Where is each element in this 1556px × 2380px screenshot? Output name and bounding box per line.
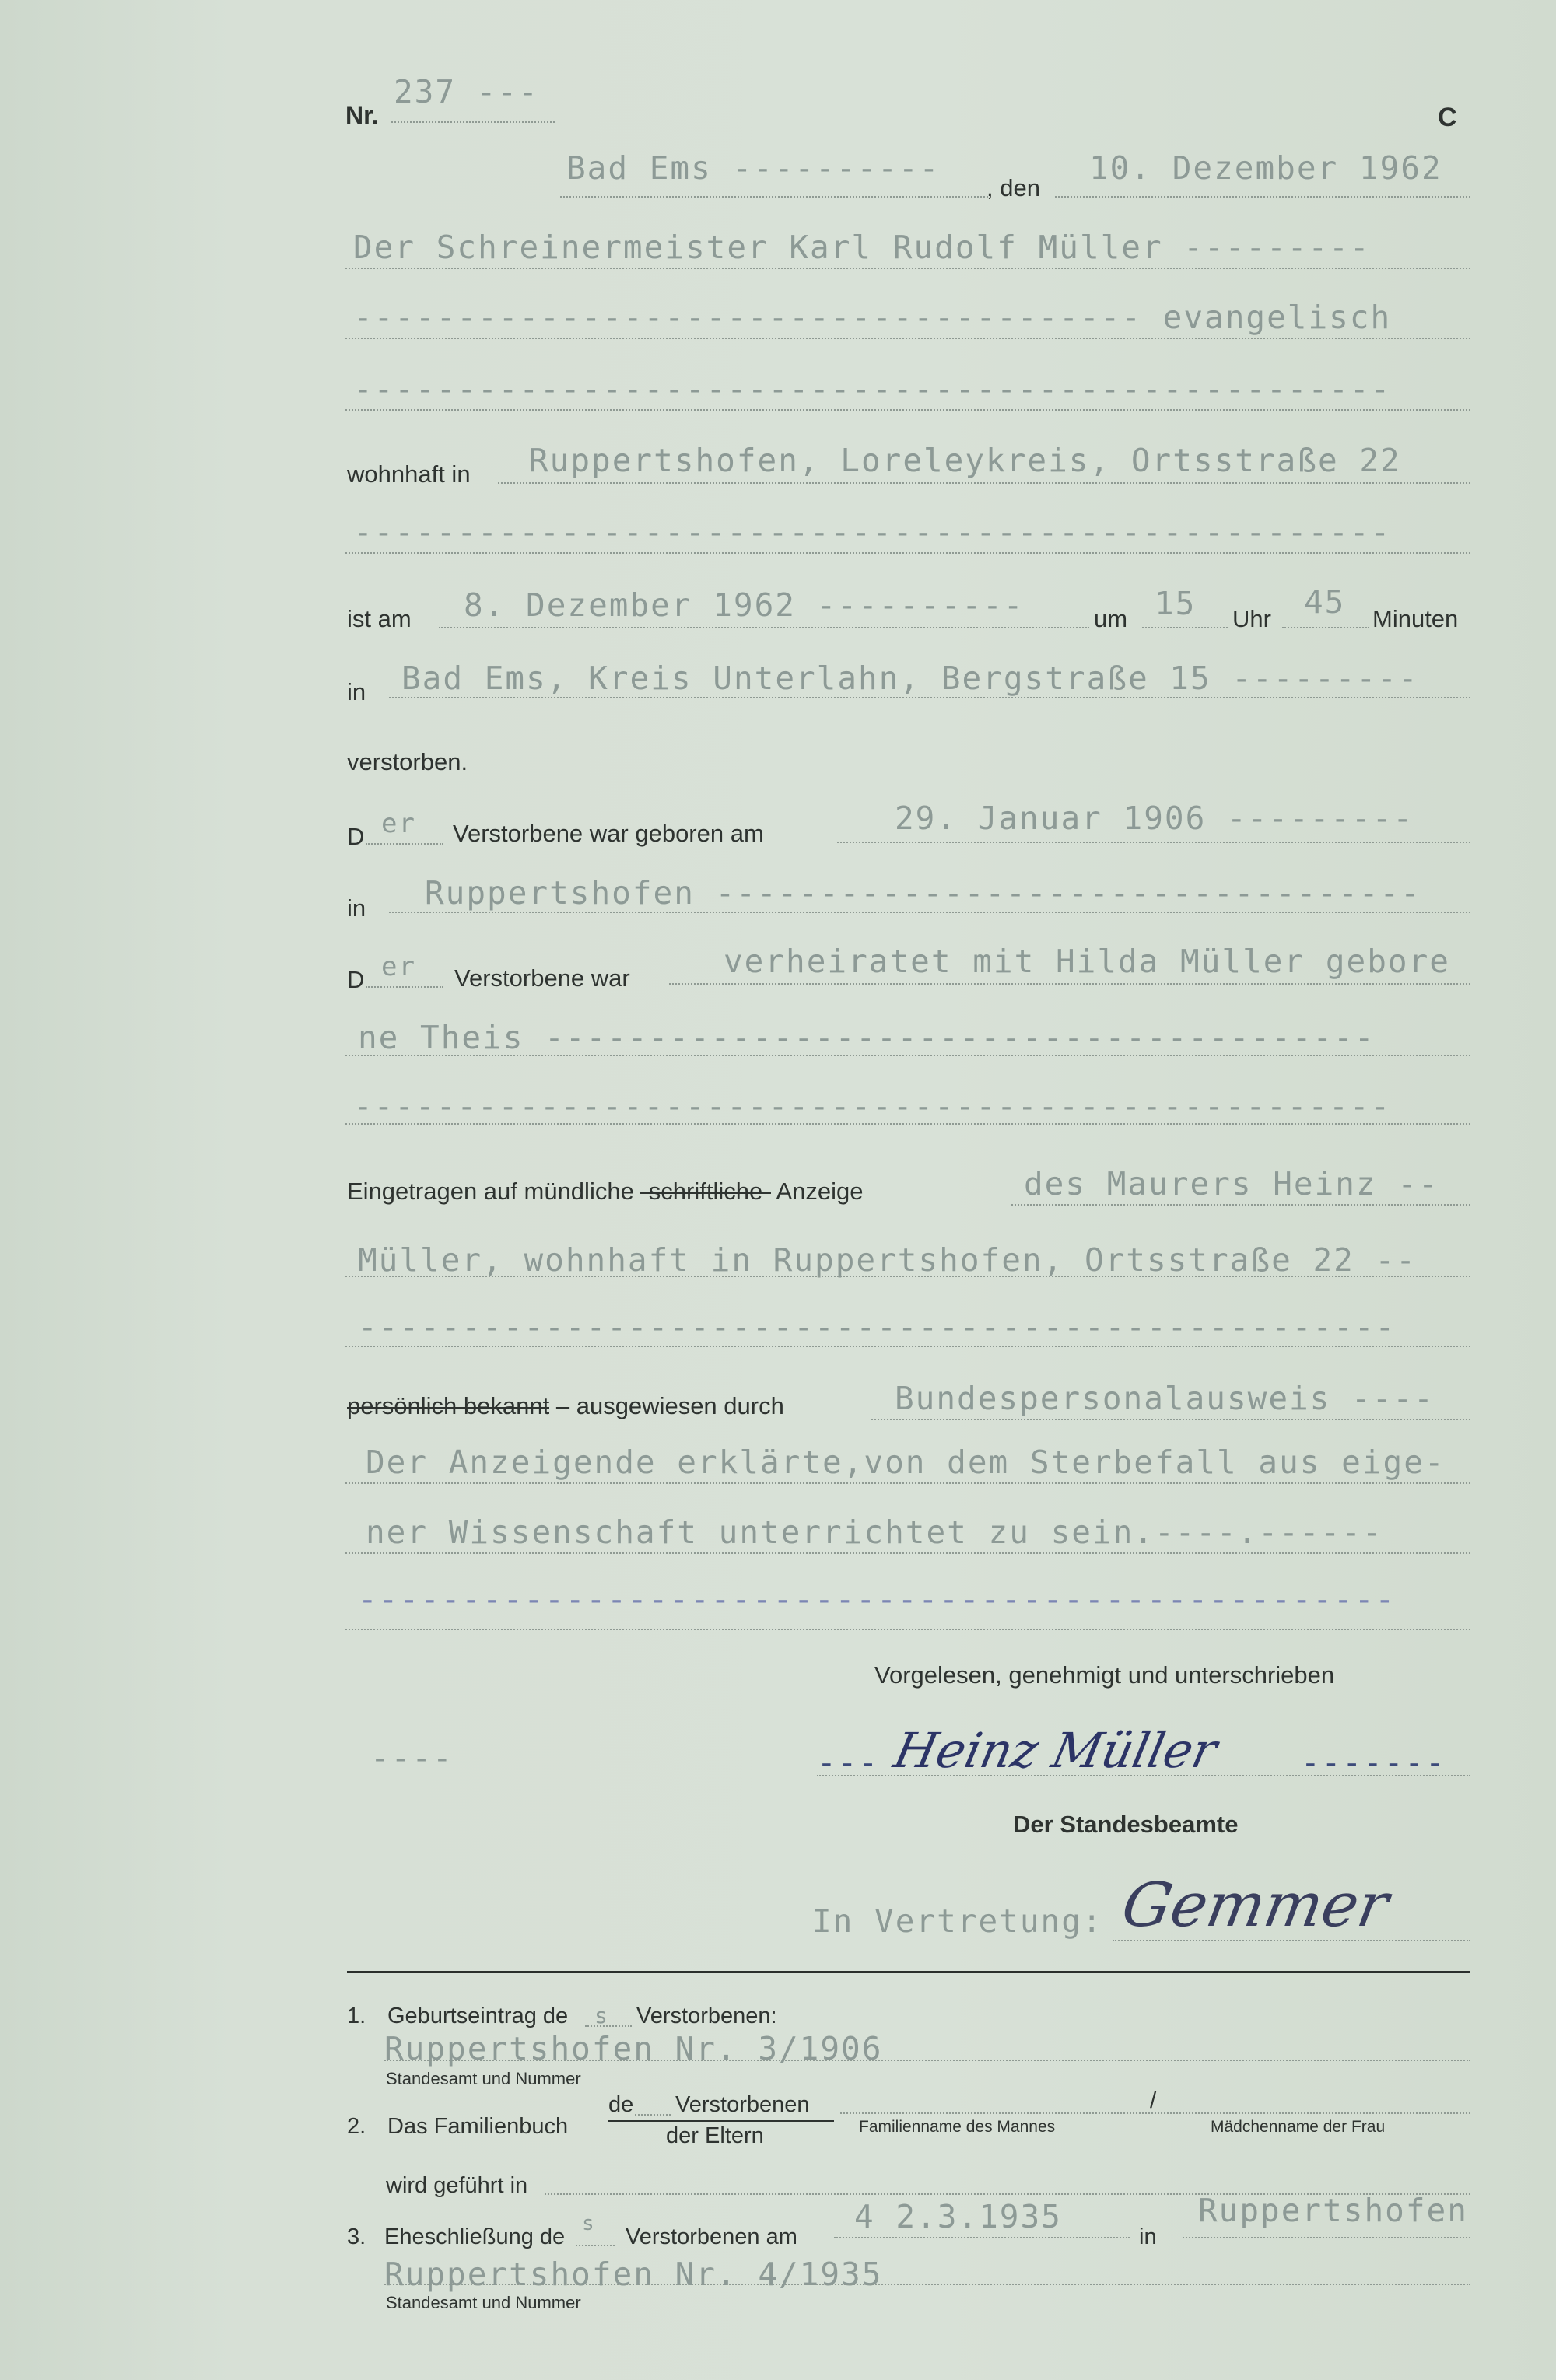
note-2-fraction-line	[608, 2120, 834, 2122]
note-3-value: Ruppertshofen Nr. 4/1935	[384, 2256, 883, 2293]
note-3-text-b: Verstorbenen am	[626, 2224, 797, 2249]
identity-value-4: --------------------------------------------------	[358, 1580, 1397, 1618]
marital-line-2	[345, 1055, 1470, 1056]
marital-value-3: --------------------------------------------------	[353, 1087, 1392, 1125]
registration-line-3	[345, 1346, 1470, 1347]
death-in-label: in	[347, 678, 366, 705]
death-date-line	[439, 627, 1089, 628]
closing-left-dashes: ----	[370, 1739, 454, 1776]
registration-label-notice: Anzeige	[776, 1178, 864, 1205]
note-1-value: Ruppertshofen Nr. 3/1906	[384, 2030, 883, 2067]
registration-label-written-struck: -schriftliche-	[640, 1178, 771, 1205]
official-signature	[1116, 1859, 1447, 1944]
registration-line-2	[345, 1276, 1470, 1277]
birth-date-line	[837, 842, 1470, 843]
birth-label: Verstorbene war geboren am	[453, 820, 764, 847]
place-line	[560, 196, 988, 198]
death-minute-line	[1282, 627, 1369, 628]
birth-d-line	[366, 843, 443, 845]
birth-date-value: 29. Januar 1906 ---------	[895, 800, 1414, 837]
svg-text:Heinz Müller: Heinz Müller	[888, 1722, 1222, 1779]
official-signature-line	[1113, 1940, 1470, 1941]
marital-value-2: ne Theis ----------------------------------------	[358, 1019, 1376, 1056]
person-line-3-rule	[345, 409, 1470, 411]
death-minuten-label: Minuten	[1372, 605, 1459, 632]
birth-place-value: Ruppertshofen ----------------------------------	[425, 874, 1421, 912]
identity-line-2	[345, 1482, 1470, 1484]
death-um-label: um	[1094, 605, 1128, 632]
note-1-text-b: Verstorbenen:	[636, 2004, 777, 2028]
birth-place-line	[389, 912, 1470, 913]
death-minute: 45	[1304, 583, 1346, 621]
identity-line-1	[871, 1419, 1470, 1420]
death-hour: 15	[1155, 585, 1197, 622]
person-line-2-rule	[345, 338, 1470, 339]
note-1-fill-line	[585, 2025, 632, 2027]
registration-value-1: des Maurers Heinz --	[1024, 1165, 1439, 1202]
note-3-text-a: Eheschließung de	[384, 2224, 566, 2249]
note-1-fill: s	[594, 2003, 609, 2028]
marital-line-3	[345, 1123, 1470, 1125]
death-hour-line	[1142, 627, 1228, 628]
identity-value-1: Bundespersonalausweis ----	[895, 1380, 1435, 1417]
note-1-line	[384, 2060, 1470, 2061]
note-2-caption-wife: Mädchenname der Frau	[1211, 2118, 1386, 2136]
registration-value-3: --------------------------------------------------	[358, 1308, 1397, 1346]
identity-line-4	[345, 1629, 1470, 1630]
deputy-label: In Vertretung:	[812, 1902, 1103, 1940]
note-1-number: 1.	[347, 2004, 366, 2028]
person-line-1-rule	[345, 268, 1470, 269]
note-2-kept-in: wird geführt in	[386, 2173, 528, 2198]
registration-value-2: Müller, wohnhaft in Ruppertshofen, Ortsstraße 22 --	[358, 1241, 1417, 1279]
note-2-caption-husband: Familienname des Mannes	[859, 2118, 1056, 2136]
nr-value: 237 ---	[394, 73, 539, 110]
note-2-number: 2.	[347, 2114, 366, 2139]
note-2-fraction-top-a: de	[608, 2092, 634, 2117]
den-label: , den	[987, 174, 1040, 201]
marital-label: Verstorbene war	[454, 964, 630, 992]
date-value: 10. Dezember 1962	[1089, 149, 1442, 187]
nr-label: Nr.	[345, 101, 379, 129]
place-value: Bad Ems ----------	[566, 149, 941, 187]
note-3-line	[384, 2284, 1470, 2285]
note-3-place: Ruppertshofen	[1198, 2192, 1468, 2229]
note-2-text: Das Familienbuch	[387, 2114, 569, 2139]
residence-value: Ruppertshofen, Loreleykreis, Ortsstraße 22	[529, 442, 1401, 479]
death-uhr-label: Uhr	[1232, 605, 1271, 632]
death-place-value: Bad Ems, Kreis Unterlahn, Bergstraße 15 ---------	[401, 660, 1419, 697]
note-2-fraction-bottom: der Eltern	[666, 2123, 764, 2148]
birth-in-label: in	[347, 894, 366, 922]
birth-d-suffix: er	[381, 808, 416, 839]
signature-line	[817, 1775, 1470, 1776]
marital-value-1: verheiratet mit Hilda Müller gebore	[724, 943, 1450, 980]
note-3-fill: s	[582, 2212, 596, 2235]
residence-line-2: --------------------------------------------------	[353, 513, 1392, 551]
read-approved-label: Vorgelesen, genehmigt und unterschrieben	[874, 1661, 1335, 1689]
identity-value-3: ner Wissenschaft unterrichtet zu sein.----.------	[366, 1514, 1383, 1551]
signature-dashes-left: ---	[817, 1744, 880, 1781]
person-line-2: -------------------------------------- evangelisch	[353, 299, 1392, 336]
identity-label	[347, 1394, 784, 1418]
residence-line	[498, 482, 1470, 484]
note-3-fill-line	[576, 2245, 615, 2246]
birth-d-label: D	[347, 823, 365, 850]
residence-line-2-rule	[345, 552, 1470, 554]
person-line-3: --------------------------------------------------	[353, 370, 1392, 408]
verstorben-label: verstorben.	[347, 748, 468, 775]
marital-d-suffix: er	[381, 951, 416, 982]
registration-label	[347, 1179, 863, 1203]
marital-d-label: D	[347, 966, 365, 993]
note-2-fraction-top-b: Verstorbenen	[675, 2092, 810, 2117]
marital-d-line	[366, 986, 443, 988]
nr-dotted-line	[391, 121, 555, 123]
identity-label-known-struck: persönlich bekannt	[347, 1392, 550, 1419]
registration-label-oral: Eingetragen auf mündliche	[347, 1178, 634, 1205]
note-3-date-line	[834, 2237, 1130, 2238]
note-3-number: 3.	[347, 2224, 366, 2249]
death-date-label: ist am	[347, 605, 412, 632]
residence-label: wohnhaft in	[347, 460, 471, 488]
identity-value-2: Der Anzeigende erklärte,von dem Sterbefall aus eige-	[366, 1444, 1446, 1481]
death-place-line	[389, 697, 1470, 698]
form-letter: C	[1438, 103, 1457, 132]
marital-line-1	[669, 983, 1470, 985]
identity-line-3	[345, 1552, 1470, 1554]
note-3-place-line	[1183, 2237, 1470, 2238]
note-2-fill-line	[635, 2114, 671, 2116]
note-3-in-label: in	[1139, 2224, 1157, 2249]
svg-text:Gemmer: Gemmer	[1116, 1869, 1394, 1941]
section-divider	[347, 1971, 1470, 1973]
signature-dashes-right: -------	[1301, 1744, 1446, 1781]
identity-label-shown-by: – ausgewiesen durch	[555, 1392, 784, 1419]
date-line	[1055, 196, 1470, 198]
person-line-1: Der Schreinermeister Karl Rudolf Müller ---------	[353, 229, 1371, 266]
official-label: Der Standesbeamte	[1013, 1811, 1239, 1838]
note-3-caption: Standesamt und Nummer	[386, 2293, 581, 2312]
note-3-date: 4 2.3.1935	[854, 2198, 1062, 2235]
death-date-value: 8. Dezember 1962 ----------	[464, 586, 1025, 624]
note-1-text-a: Geburtseintrag de	[387, 2004, 569, 2028]
note-1-caption: Standesamt und Nummer	[386, 2069, 581, 2088]
note-2-slash: /	[1150, 2088, 1157, 2113]
registration-line-1	[1011, 1204, 1470, 1206]
